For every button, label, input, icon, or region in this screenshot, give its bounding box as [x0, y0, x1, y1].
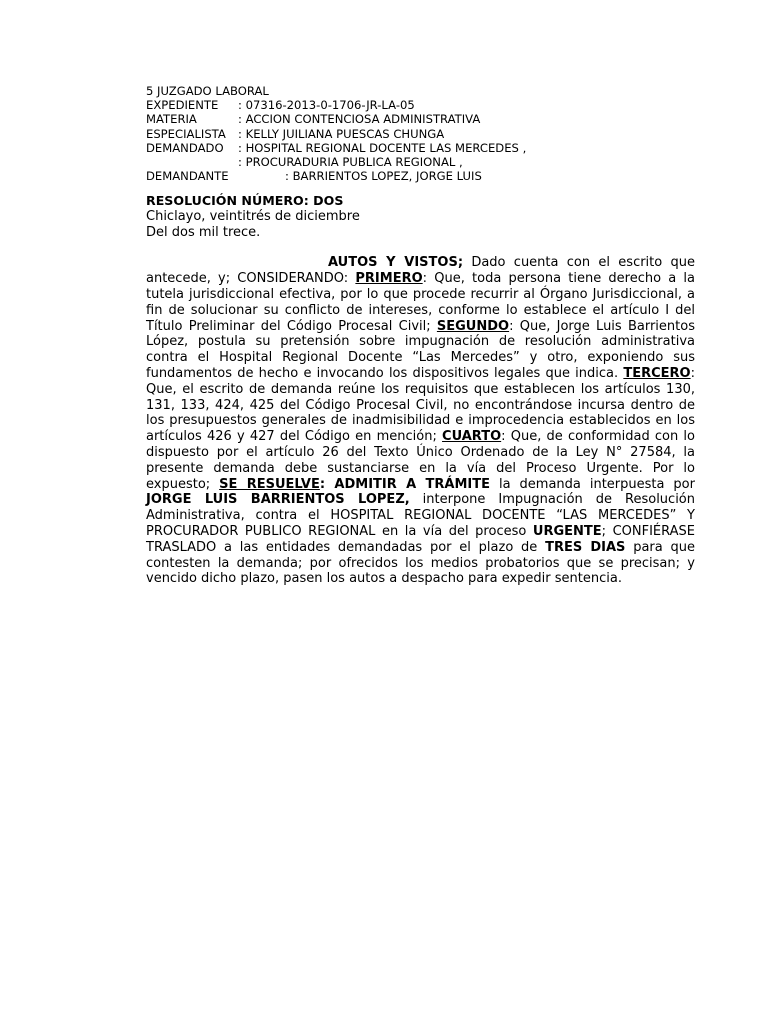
autos-y-vistos: AUTOS Y VISTOS;	[328, 255, 464, 271]
header-value: : BARRIENTOS LOPEZ, JORGE LUIS	[285, 169, 482, 184]
resolution-body	[146, 255, 695, 587]
header-label: DEMANDANTE	[146, 169, 229, 184]
header-label: ESPECIALISTA	[146, 126, 226, 141]
document-page	[146, 84, 695, 587]
header-row-demandado-2	[146, 155, 695, 169]
body-text: interpone Impugnación de Resolución Administrativa, contra el HOSPITAL REGIONAL DOCENTE “LAS MERCEDES” Y PROCURADOR PUBLICO REGIONAL en la vía del proceso	[146, 492, 695, 539]
body-text: : Que, Jorge Luis Barrientos López, postula su pretensión sobre impugnación de resolución administrativa contra el Hospital Regional Docente “Las Mercedes” y otro, exponiendo sus fundamentos de hecho e invocando los dispositivos legales que indica.	[146, 318, 695, 381]
resolution-title: RESOLUCIÓN NÚMERO: DOS	[146, 193, 344, 209]
heading-tercero: TERCERO	[623, 366, 691, 381]
body-text: : Que, toda persona tiene derecho a la tutela jurisdiccional efectiva, por lo que procede recurrir al Órgano Jurisdiccional, a fin de solucionar su conflicto de intereses, conforme lo establece el artículo I del Título Preliminar del Código Procesal Civil;	[146, 271, 695, 334]
case-header	[146, 84, 695, 183]
court-name: 5 JUZGADO LABORAL	[146, 84, 269, 98]
header-value: : HOSPITAL REGIONAL DOCENTE LAS MERCEDES ,	[238, 140, 527, 155]
header-label: DEMANDADO	[146, 140, 224, 155]
body-text: ; CONFIÉRASE TRASLADO a las entidades demandadas por el plazo de	[146, 523, 696, 555]
body-text: : Que, de conformidad con lo dispuesto por el artículo 26 del Texto Único Ordenado de la Ley N° 27584, la presente demanda debe sustanciarse en la vía del Proceso Urgente. Por lo expuesto;	[146, 429, 695, 492]
resolution-year: Del dos mil trece.	[146, 225, 261, 241]
header-row-expediente	[146, 98, 695, 112]
header-value: : 07316-2013-0-1706-JR-LA-05	[238, 98, 415, 113]
demandante-name: JORGE LUIS BARRIENTOS LOPEZ,	[146, 492, 410, 508]
header-label: EXPEDIENTE	[146, 98, 219, 113]
header-label: MATERIA	[146, 112, 197, 127]
header-row-demandado	[146, 141, 695, 155]
place-date: Chiclayo, veintitrés de diciembre	[146, 209, 360, 225]
header-row-materia	[146, 112, 695, 126]
body-text: la demanda interpuesta por	[490, 476, 695, 492]
body-text: Dado cuenta con el escrito que antecede, y; CONSIDERANDO:	[146, 255, 695, 287]
header-value: : PROCURADURIA PUBLICA REGIONAL ,	[238, 155, 463, 170]
body-text: para que contesten la demanda; por ofrecidos los medios probatorios que se precisan; y vencido dicho plazo, pasen los autos a despacho para expedir sentencia.	[146, 539, 695, 587]
header-value: : ACCION CONTENCIOSA ADMINISTRATIVA	[238, 112, 481, 127]
proceso-urgente: URGENTE	[532, 523, 602, 539]
plazo-tres-dias: TRES DIAS	[545, 539, 626, 555]
body-text: : Que, el escrito de demanda reúne los requisitos que establecen los artículos 130, 131, 133, 424, 425 del Código Procesal Civil, no encontrándose incursa dentro de los presupuestos generales de inadmisibilidad e improcedencia establecidos en los artículos 426 y 427 del Código en mención;	[146, 366, 695, 445]
admitir-a-tramite: : ADMITIR A TRÁMITE	[319, 476, 491, 492]
heading-segundo: SEGUNDO	[436, 318, 510, 334]
heading-cuarto: CUARTO	[442, 429, 502, 445]
heading-primero: PRIMERO	[355, 271, 423, 287]
header-value: : KELLY JUILIANA PUESCAS CHUNGA	[238, 126, 445, 141]
header-row-especialista	[146, 127, 695, 141]
heading-se-resuelve: SE RESUELVE	[219, 476, 320, 492]
header-row-demandante	[146, 169, 695, 183]
